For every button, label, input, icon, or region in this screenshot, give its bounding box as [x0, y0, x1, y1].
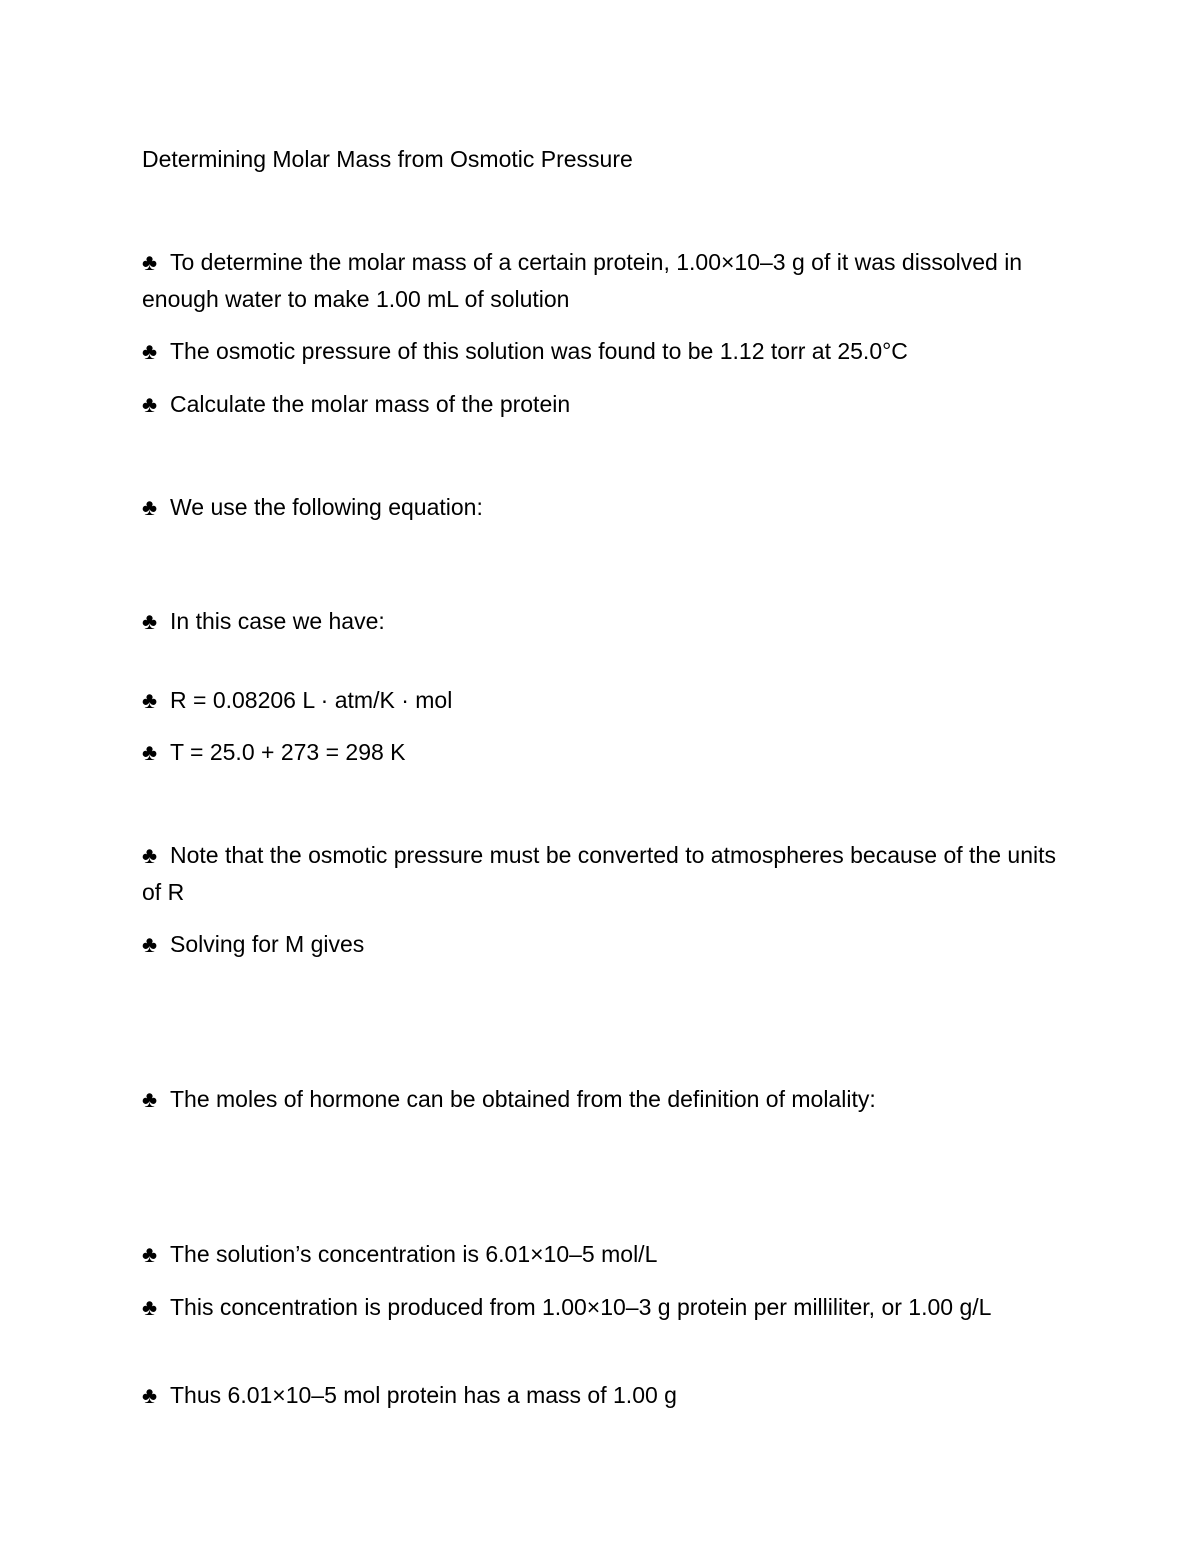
club-bullet-icon: ♣ — [142, 249, 158, 275]
document-title: Determining Molar Mass from Osmotic Pressure — [142, 146, 633, 172]
bullet-item: ♣ Note that the osmotic pressure must be converted to atmospheres because of the units of R — [142, 837, 1062, 911]
club-bullet-icon: ♣ — [142, 842, 158, 868]
club-bullet-icon: ♣ — [142, 739, 158, 765]
bullet-item: ♣ T = 25.0 + 273 = 298 K — [142, 734, 1062, 771]
club-bullet-icon: ♣ — [142, 391, 158, 417]
club-bullet-icon: ♣ — [142, 1086, 158, 1112]
bullet-item: ♣ The solution’s concentration is 6.01×10–5 mol/L — [142, 1236, 1062, 1273]
bullet-item: ♣ Thus 6.01×10–5 mol protein has a mass of 1.00 g — [142, 1377, 1062, 1414]
bullet-item: ♣ This concentration is produced from 1.00×10–3 g protein per milliliter, or 1.00 g/L — [142, 1289, 1062, 1326]
bullet-item: ♣ The moles of hormone can be obtained from the definition of molality: — [142, 1081, 1062, 1118]
club-bullet-icon: ♣ — [142, 1382, 158, 1408]
bullet-item: ♣ To determine the molar mass of a certain protein, 1.00×10–3 g of it was dissolved in enough water to make 1.00 mL of solution — [142, 244, 1062, 318]
bullet-item: ♣ We use the following equation: — [142, 489, 1062, 526]
club-bullet-icon: ♣ — [142, 1241, 158, 1267]
bullet-item: ♣ R = 0.08206 L · atm/K · mol — [142, 682, 1062, 719]
club-bullet-icon: ♣ — [142, 687, 158, 713]
bullet-item: ♣ Solving for M gives — [142, 926, 1062, 963]
club-bullet-icon: ♣ — [142, 494, 158, 520]
bullet-item: ♣ In this case we have: — [142, 603, 1062, 640]
club-bullet-icon: ♣ — [142, 338, 158, 364]
club-bullet-icon: ♣ — [142, 931, 158, 957]
club-bullet-icon: ♣ — [142, 608, 158, 634]
club-bullet-icon: ♣ — [142, 1294, 158, 1320]
bullet-item: ♣ Calculate the molar mass of the protein — [142, 386, 1062, 423]
bullet-item: ♣ The osmotic pressure of this solution was found to be 1.12 torr at 25.0°C — [142, 333, 1062, 370]
